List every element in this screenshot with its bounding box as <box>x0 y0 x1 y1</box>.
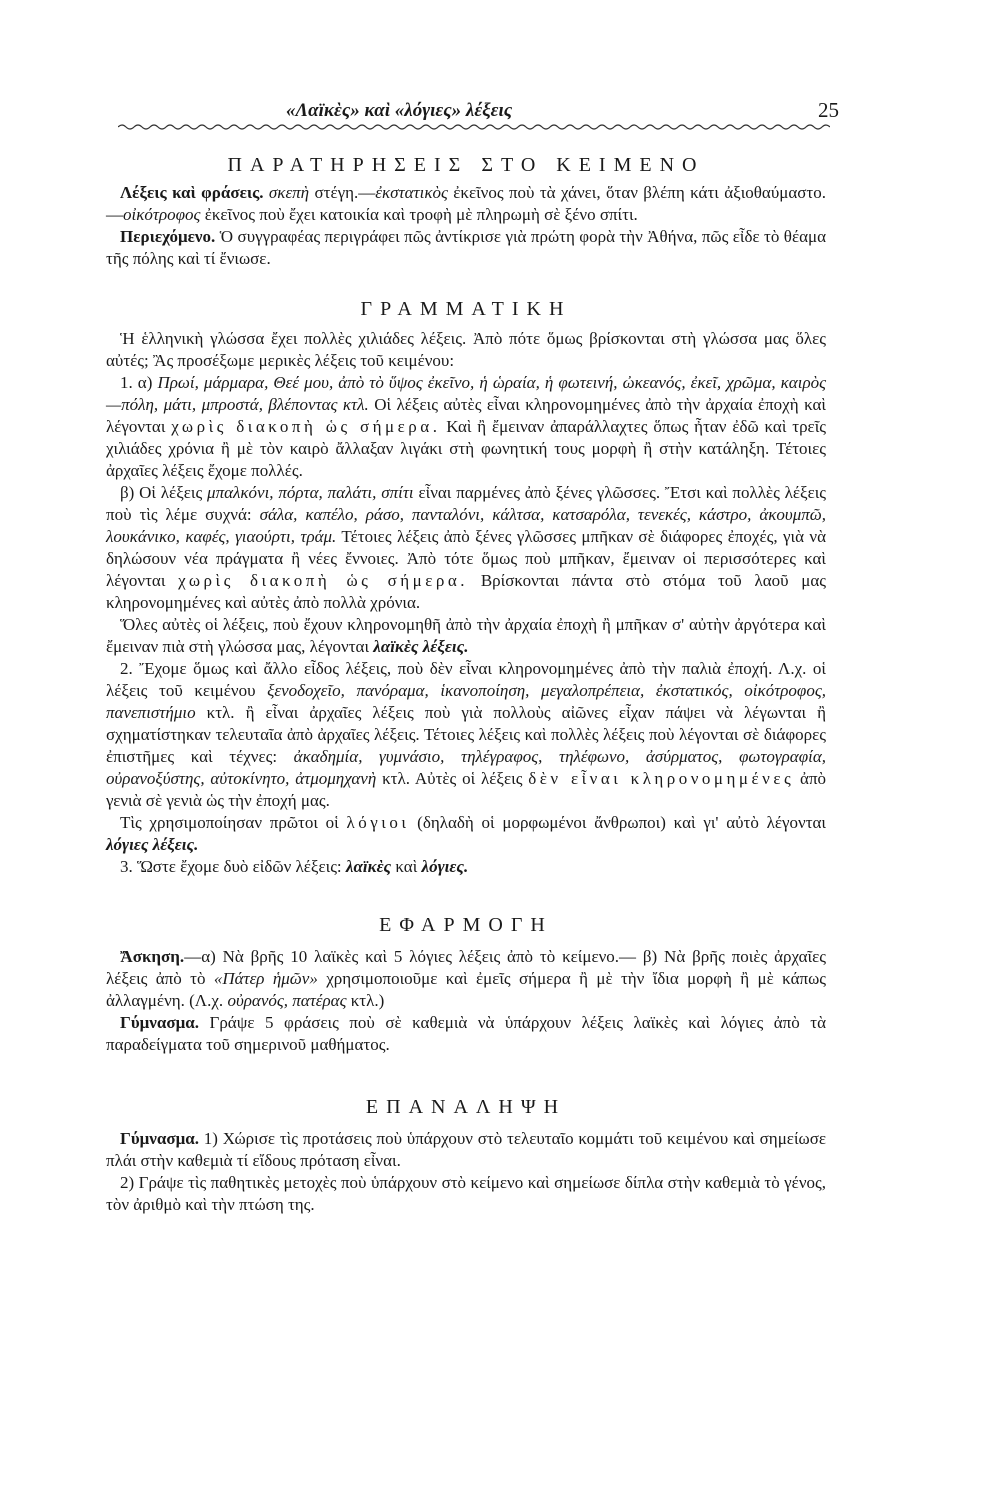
item-label: β) <box>120 483 135 502</box>
lead-review-practice: Γύμνασμα. <box>120 1129 199 1148</box>
definition: στέγη.— <box>314 183 376 202</box>
definition: ἐκεῖνος ποὺ ἔχει κατοικία καὶ τροφὴ μὲ πληρωμὴ σὲ ξένο σπίτι. <box>204 205 638 224</box>
paragraph-words-phrases <box>106 182 826 226</box>
paragraph-text: 1) Χώρισε τὶς προτάσεις ποὺ ὑπάρχουν στὸ τελευταῖο κομμάτι τοῦ κειμένου καὶ σημείωσε πλάι στὴν καθεμιὰ τί εἴδους πρόταση εἶναι. <box>106 1129 827 1170</box>
heading-observations: ΠΑΡΑΤΗΡΗΣΕΙΣ ΣΤΟ ΚΕΙΜΕΝΟ <box>227 154 705 176</box>
definition: ἐκεῖνος ποὺ τὰ χάνει, ὅταν βλέπη κάτι ἀξιοθαύμαστο.— <box>106 183 827 224</box>
lead-content: Περιεχόμενο. <box>120 227 216 246</box>
word-examples: ἀκαδημία, γυμνάσιο, τηλέγραφος, τηλέφωνο, ἀσύρματος, φωτογραφία, οὐρανοξύστης, αὐτοκίνητο, ἀτμομηχανὴ <box>106 747 827 788</box>
word-examples: σάλα, καπέλο, ράσο, πανταλόνι, κάλτσα, κατσαρόλα, τενεκές, κάστρο, ἀκουμπῶ, λουκάνικο, καφές, γιαούρτι, τράμ. <box>106 505 827 546</box>
paragraph-text: Οἱ λέξεις αὐτὲς εἶναι κληρονομημένες ἀπὸ τὴν ἀρχαία ἐποχὴ καὶ λέγονται <box>106 395 826 436</box>
lead-words-phrases: Λέξεις καὶ φράσεις. <box>120 183 264 202</box>
spaced-emphasis: χωρὶς διακοπὴ ὡς σήμερα. <box>171 417 441 436</box>
lead-exercise: Ἄσκηση. <box>120 947 185 966</box>
word-examples: Πρωί, μάρμαρα, Θεέ μου, ἀπὸ τὸ ὕψος ἐκεῖνο, ἡ ὡραία, ἡ φωτεινή, ὠκεανός, ἐκεῖ, χρῶμα, καιρὸς—πόλη, μάτι, μπροστά, βλέποντας κτλ. <box>106 373 827 414</box>
term: ἐκστατικὸς <box>375 183 448 202</box>
lead-practice: Γύμνασμα. <box>120 1013 199 1032</box>
paragraph-text: Οἱ λέξεις <box>139 483 203 502</box>
heading-grammar: ΓΡΑΜΜΑΤΙΚΗ <box>360 298 572 320</box>
paragraph-text: Ὥστε ἔχομε δυὸ εἰδῶν λέξεις: <box>137 857 342 876</box>
paragraph-text: Ἔχομε ὅμως καὶ ἄλλο εἶδος λέξεις, ποὺ δὲν εἶναι κληρονομημένες ἀπὸ τὴν παλιὰ ἐποχή. Λ.χ. οἱ λέξεις τοῦ κειμένου <box>106 659 826 700</box>
paragraph-content <box>106 226 826 270</box>
paragraph-summary <box>106 856 826 878</box>
paragraph-exercise <box>106 946 826 1012</box>
page-number: 25 <box>818 98 839 122</box>
item-label: 3. <box>120 857 133 876</box>
item-label: 2. <box>120 659 133 678</box>
key-term: λόγιες. <box>421 857 469 876</box>
paragraph-text: Βρίσκονται πάντα στὸ στόμα τοῦ λαοῦ μας κληρονομημένες καὶ αὐτὲς ἀπὸ πολλὰ χρόνια. <box>106 571 827 612</box>
key-term: λαϊκὲς λέξεις. <box>373 637 469 656</box>
page-body <box>106 146 826 1216</box>
content-text: Ὁ συγγραφέας περιγράφει πῶς ἀντίκρισε γιὰ πρώτη φορὰ τὴν Ἀθήνα, πῶς εἶδε τὸ θέαμα τῆς πόλης καὶ τί ἔνιωσε. <box>106 227 827 268</box>
paragraph-review-1 <box>106 1128 826 1172</box>
heading-application: ΕΦΑΡΜΟΓΗ <box>379 914 553 936</box>
spaced-emphasis: λόγιοι <box>346 813 410 832</box>
paragraph-text: κτλ.) <box>350 991 385 1010</box>
paragraph-text: εἶναι παρμένες ἀπὸ ξένες γλῶσσες. Ἔτσι καὶ πολλὲς λέξεις ποὺ τὶς λέμε συχνά: <box>106 483 827 524</box>
paragraph-learned-words <box>106 658 826 812</box>
paragraph-text: Ὅλες αὐτὲς οἱ λέξεις, ποὺ ἔχουν κληρονομηθῆ ἀπὸ τὴν ἀρχαία ἐποχὴ ἢ μπῆκαν σ' αὐτὴν ἀργότερα καὶ ἔμειναν πιὰ στὴ γλώσσα μας, λέγονται <box>106 615 826 656</box>
paragraph-inherited-words <box>106 372 826 482</box>
paragraph-popular-words <box>106 614 826 658</box>
spaced-emphasis: χωρὶς διακοπὴ ὡς σήμερα. <box>178 571 469 590</box>
paragraph-review-2: 2) Γράψε τὶς παθητικὲς μετοχὲς ποὺ ὑπάρχουν στὸ κείμενο καὶ σημείωσε δίπλα στὴν καθεμιὰ τὸ γένος, τὸν ἀριθμὸ καὶ τὴν πτώση της. <box>106 1173 826 1214</box>
running-head-title: «Λαϊκὲς» καὶ «λόγιες» λέξεις <box>286 100 513 121</box>
paragraph-grammar-intro: Ἡ ἑλληνικὴ γλώσσα ἔχει πολλὲς χιλιάδες λέξεις. Ἀπὸ πότε ὅμως βρίσκονται στὴ γλώσσα μας ὅλες αὐτές; Ἂς προσέξωμε μερικὲς λέξεις τοῦ κειμένου: <box>106 329 826 370</box>
paragraph-text: κτλ. ἢ εἶναι ἀρχαῖες λέξεις ποὺ γιὰ πολλοὺς αἰῶνες εἶχαν πάψει νὰ λέγωνται ἢ σχηματίστηκαν τελευταῖα ἀπὸ ἀρχαῖες λέξεις. Τέτοιες λέξεις καὶ πολλὲς λέξεις ποὺ λέγονται σὲ διάφορες ἐπιστῆμες καὶ τέχνες: <box>106 703 826 766</box>
word-examples: οὐρανός, πατέρας <box>227 991 347 1010</box>
word-examples: μπαλκόνι, πόρτα, παλάτι, σπίτι <box>207 483 414 502</box>
paragraph-text: Καὶ ἢ ἔμειναν ἀπαράλλαχτες ὅπως ἦταν ἐδῶ καὶ τρεῖς χιλιάδες χρόνια ἢ μὲ τὸν καιρὸ ἄλλαξαν λιγάκι στὴ φωνητική τους μορφὴ ἢ στὴν κατάληξη. Τέτοιες ἀρχαῖες λέξεις ἔχομε πολλές. <box>106 417 827 480</box>
paragraph-text: καὶ <box>395 857 418 876</box>
paragraph-foreign-words <box>106 482 826 614</box>
item-label: 1. α) <box>120 373 153 392</box>
key-term: λαϊκὲς <box>345 857 392 876</box>
paragraph-text: χρησιμοποιοῦμε καὶ ἐμεῖς σήμερα ἢ μὲ τὴν ἴδια μορφὴ ἢ μὲ κάπως ἀλλαγμένη. (Λ.χ. <box>106 969 827 1010</box>
paragraph-text: ἀπὸ γενιὰ σὲ γενιὰ ὡς τὴν ἐποχή μας. <box>106 769 827 810</box>
paragraph-text: Γράψε 5 φράσεις ποὺ σὲ καθεμιὰ νὰ ὑπάρχουν λέξεις λαϊκὲς καὶ λόγιες ἀπὸ τὰ παραδείγματα τοῦ σημερινοῦ μαθήματος. <box>106 1013 827 1054</box>
paragraph-text: Τέτοιες λέξεις ἀπὸ ξένες γλῶσσες μπῆκαν σὲ διάφορες ἐποχές, γιὰ νὰ δηλώσουν νέα πράγματα ἢ νέες ἔννοιες. Ἀπὸ τότε ὅμως ποὺ μπῆκαν, ἔμειναν οἱ περισσότερες καὶ λέγονται <box>106 527 826 590</box>
term: σκεπὴ <box>268 183 310 202</box>
term: οἰκότροφος <box>123 205 201 224</box>
paragraph-practice <box>106 1012 826 1056</box>
paragraph-text: (δηλαδὴ οἱ μορφωμένοι ἄνθρωποι) καὶ γι' αὐτὸ λέγονται <box>417 813 827 832</box>
word-examples: ξενοδοχεῖο, πανόραμα, ἱκανοποίηση, μεγαλοπρέπεια, ἐκστατικός, οἰκότροφος, πανεπιστήμιο <box>106 681 826 722</box>
paragraph-scholars <box>106 812 826 856</box>
running-head <box>0 96 1004 132</box>
spaced-emphasis: δὲν εἶναι κληρονομημένες <box>528 769 795 788</box>
quoted-title: «Πάτερ ἡμῶν» <box>213 969 318 988</box>
paragraph-text: Τὶς χρησιμοποίησαν πρῶτοι οἱ <box>120 813 339 832</box>
wavy-rule <box>118 122 830 132</box>
paragraph-text: κτλ. Αὐτὲς οἱ λέξεις <box>382 769 523 788</box>
key-term: λόγιες λέξεις. <box>106 835 199 854</box>
heading-review: ΕΠΑΝΑΛΗΨΗ <box>365 1096 567 1118</box>
paragraph-text: —α) Νὰ βρῆς 10 λαϊκὲς καὶ 5 λόγιες λέξεις ἀπὸ τὸ κείμενο.— β) Νὰ βρῆς ποιὲς ἀρχαῖες λέξεις ἀπὸ τὸ <box>106 947 826 988</box>
